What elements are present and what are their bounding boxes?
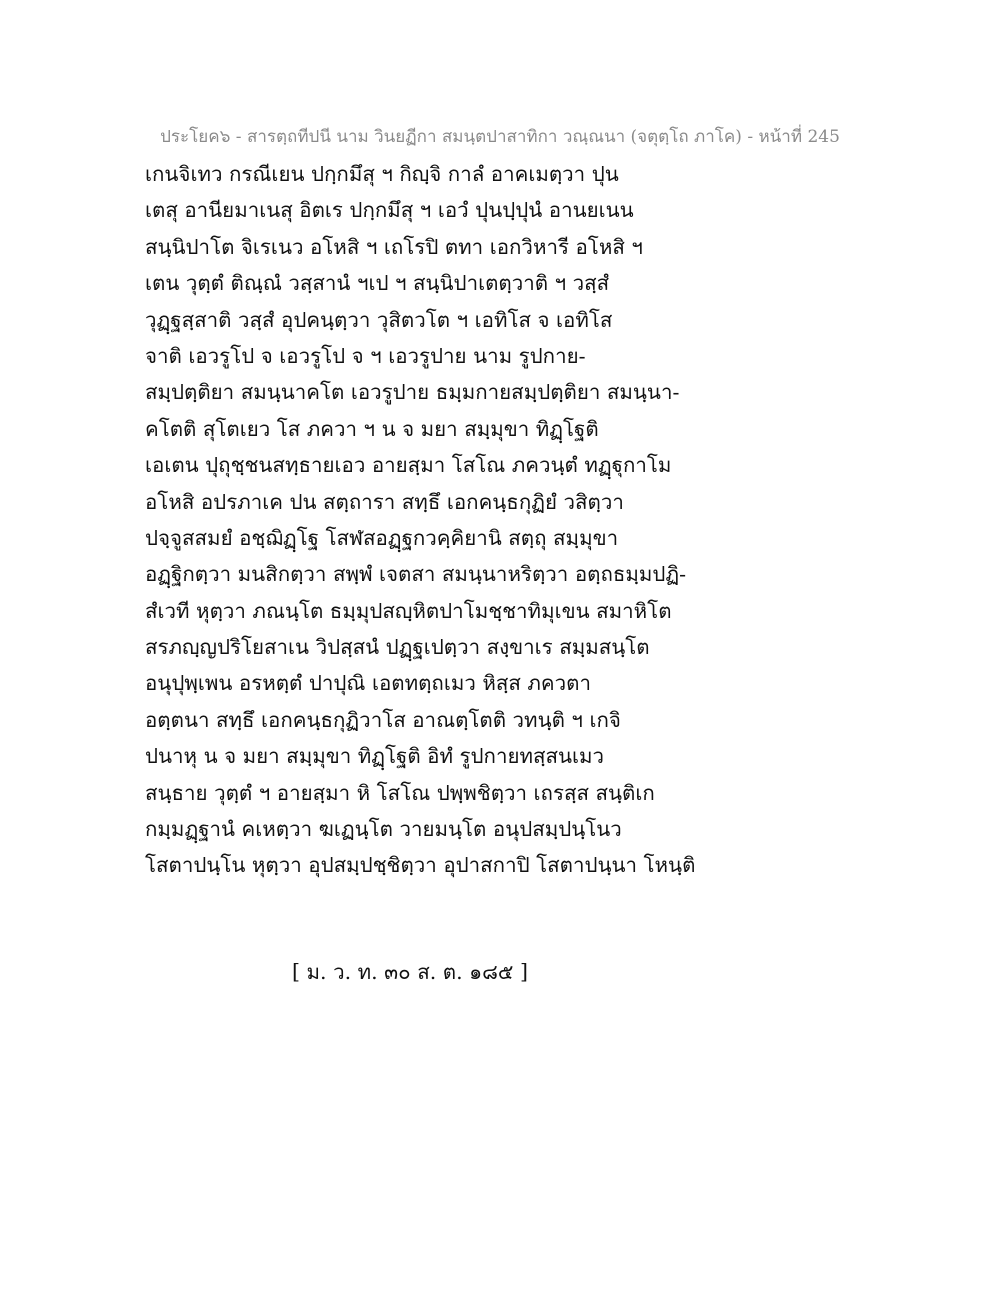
text-line: สนฺธาย วุตฺตํ ฯ อายสฺมา หิ โสโณ ปพฺพชิตฺวา เถรสฺส สนฺติเก xyxy=(145,780,655,805)
text-line: สมฺปตฺติยา สมนฺนาคโต เอวรูปาย ธมฺมกายสมฺปตฺติยา สมนฺนา- xyxy=(145,380,680,405)
text-line: อโหสิ อปรภาเค ปน สตฺถารา สทฺธึ เอกคนฺธกุฏิยํ วสิตฺวา xyxy=(145,489,624,514)
text-line: โสตาปนฺโน หุตฺวา อุปสมฺปชฺชิตฺวา อุปาสกาปิ โสตาปนฺนา โหนฺติ xyxy=(145,853,696,878)
text-line: สํเวที หุตฺวา ภณนฺโต ธมฺมุปสญฺหิตปาโมชฺชาทิมุเขน สมาหิโต xyxy=(145,598,672,623)
text-line: เตน วุตฺตํ ติณฺณํ วสฺสานํ ฯเป ฯ สนฺนิปาเตตฺวาติ ฯ วสฺสํ xyxy=(145,271,610,296)
text-line: จาติ เอวรูโป จ เอวรูโป จ ฯ เอวรูปาย นาม รูปกาย- xyxy=(145,343,586,368)
text-line: เกนจิเทว กรณีเยน ปกฺกมึสุ ฯ กิญฺจิ กาลํ อาคเมตฺวา ปุน xyxy=(145,162,619,186)
text-line: สรภญฺญปริโยสาเน วิปสฺสนํ ปฏฺฐเปตฺวา สงฺขาเร สมฺมสนฺโต xyxy=(145,635,650,660)
body-text xyxy=(145,156,865,884)
source-reference: [ ม. ว. ท. ๓๐ ส. ต. ๑๘๕ ] xyxy=(292,960,528,984)
text-line: เอเตน ปุถุชฺชนสทฺธายเอว อายสฺมา โสโณ ภควนฺตํ ทฏฺฐุกาโม xyxy=(145,453,672,478)
text-line: คโตติ สุโตเยว โส ภควา ฯ น จ มยา สมฺมุขา ทิฏฺโฐติ xyxy=(145,416,599,441)
text-line: วุฏฺฐสฺสาติ วสฺสํ อุปคนฺตฺวา วุสิตวโต ฯ เอทิโส จ เอทิโส xyxy=(145,307,613,332)
text-line: อตฺตนา สทฺธึ เอกคนฺธกุฏิวาโส อาณตฺโตติ วทนฺติ ฯ เกจิ xyxy=(145,707,621,732)
text-line: อฏฺฐิกตฺวา มนสิกตฺวา สพฺพํ เจตสา สมนฺนาหริตฺวา อตฺถธมฺมปฏิ- xyxy=(145,562,687,587)
text-line: อนุปุพฺเพน อรหตฺตํ ปาปุณิ เอตทตฺถเมว หิสฺส ภควตา xyxy=(145,671,591,696)
text-line: ปจฺจูสสมยํ อชฺฌิฏฺโฐ โสฬสอฏฺฐกวคฺคิยานิ สตฺถุ สมฺมุขา xyxy=(145,525,619,550)
text-line: กมฺมฏฺฐานํ คเหตฺวา ฆเฏนฺโต วายมนฺโต อนุปสมฺปนฺโนว xyxy=(145,817,622,842)
running-header: ประโยค๖ - สารตฺถทีปนี นาม วินยฏีกา สมนฺตปาสาทิกา วณฺณนา (จตุตฺโถ ภาโค) - หน้าที่ 245 xyxy=(160,127,840,147)
text-line: ปนาหุ น จ มยา สมฺมุขา ทิฏฺโฐติ อิทํ รูปกายทสฺสนเมว xyxy=(145,744,605,769)
text-line: สนฺนิปาโต จิเรเนว อโหสิ ฯ เถโรปิ ตทา เอกวิหารี อโหสิ ฯ xyxy=(145,234,643,259)
text-line: เตสุ อานียมาเนสุ อิตเร ปกฺกมึสุ ฯ เอวํ ปุนปฺปุนํ อานยเนน xyxy=(145,198,634,223)
